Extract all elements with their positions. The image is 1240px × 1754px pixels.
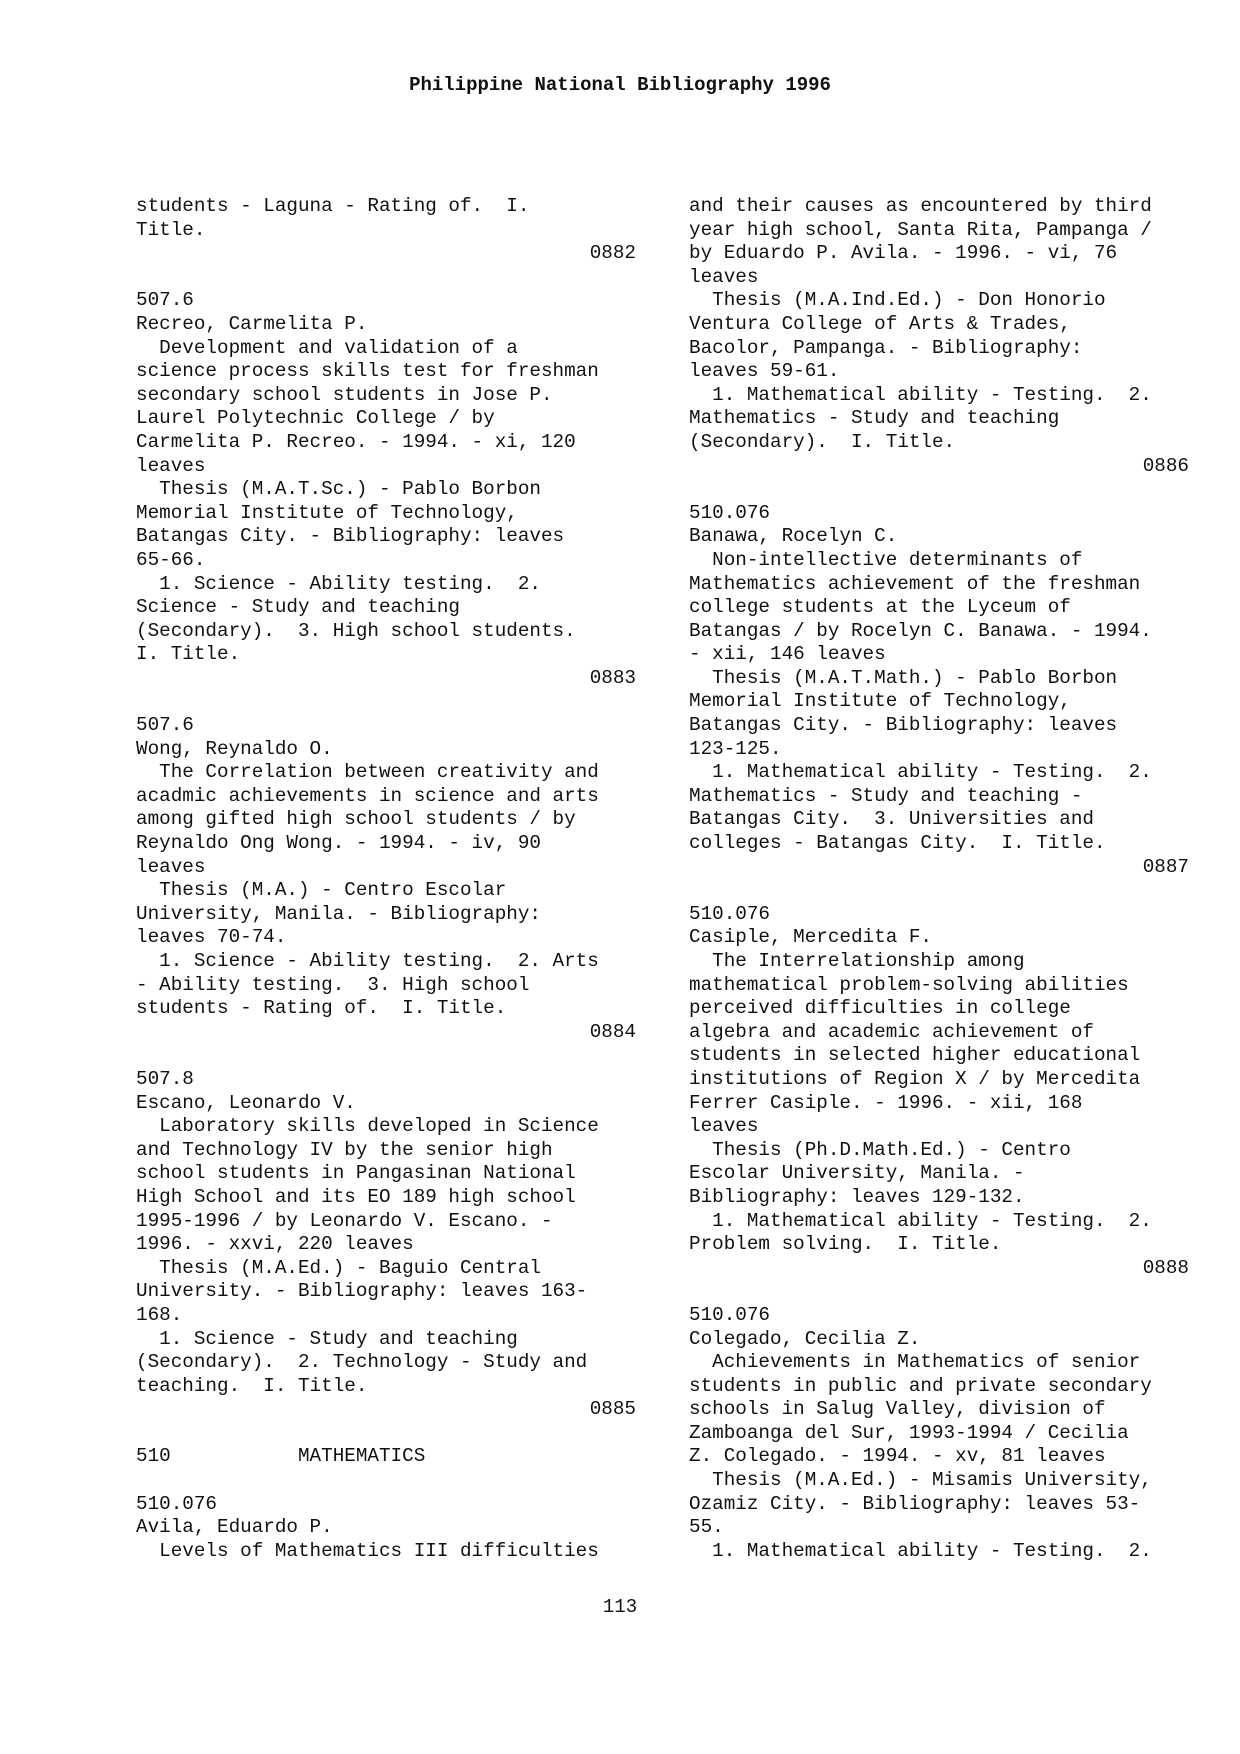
text-line: Z. Colegado. - 1994. - xv, 81 leaves bbox=[689, 1445, 1106, 1468]
entry-number: 0884 bbox=[589, 1020, 636, 1043]
entry-number: 0883 bbox=[589, 666, 636, 689]
text-line: Mathematics - Study and teaching bbox=[689, 407, 1060, 430]
text-line: algebra and academic achievement of bbox=[689, 1020, 1094, 1043]
text-line: leaves 59-61. bbox=[689, 360, 840, 383]
text-line: 123-125. bbox=[689, 737, 782, 760]
text-line: school students in Pangasinan National bbox=[136, 1162, 576, 1185]
entry-number: 0886 bbox=[1142, 454, 1189, 477]
text-line: (Secondary). 3. High school students. bbox=[136, 619, 576, 642]
text-line: Ventura College of Arts & Trades, bbox=[689, 312, 1071, 335]
text-line: Batangas City. 3. Universities and bbox=[689, 808, 1094, 831]
text-line: colleges - Batangas City. I. Title. bbox=[689, 832, 1106, 855]
text-line: Mathematics - Study and teaching - bbox=[689, 784, 1083, 807]
text-line: by Eduardo P. Avila. - 1996. - vi, 76 bbox=[689, 242, 1118, 265]
text-line: 1. Mathematical ability - Testing. 2. bbox=[689, 383, 1152, 406]
text-line: - xii, 146 leaves bbox=[689, 643, 886, 666]
text-line: acadmic achievements in science and arts bbox=[136, 784, 599, 807]
text-line: I. Title. bbox=[136, 643, 241, 666]
text-line: Batangas / by Rocelyn C. Banawa. - 1994. bbox=[689, 619, 1152, 642]
text-line: Non-intellective determinants of bbox=[689, 548, 1083, 571]
page-header: Philippine National Bibliography 1996 bbox=[409, 74, 831, 96]
text-line: High School and its EO 189 high school bbox=[136, 1185, 576, 1208]
text-line: Problem solving. I. Title. bbox=[689, 1233, 1002, 1256]
blank-line bbox=[136, 1422, 636, 1446]
text-line: teaching. I. Title. bbox=[136, 1374, 368, 1397]
entry-number: 0882 bbox=[589, 242, 636, 265]
text-line: University. - Bibliography: leaves 163- bbox=[136, 1280, 588, 1303]
text-line: Ozamiz City. - Bibliography: leaves 53- bbox=[689, 1492, 1141, 1515]
text-line: perceived difficulties in college bbox=[689, 997, 1071, 1020]
text-line: Thesis (Ph.D.Math.Ed.) - Centro bbox=[689, 1138, 1071, 1161]
text-line: Thesis (M.A.Ed.) - Misamis University, bbox=[689, 1469, 1152, 1492]
text-line: 1995-1996 / by Leonardo V. Escano. - bbox=[136, 1209, 553, 1232]
text-line: leaves bbox=[136, 855, 206, 878]
text-line: leaves bbox=[136, 454, 206, 477]
text-line: 510.076 bbox=[136, 1492, 217, 1515]
text-line: The Interrelationship among bbox=[689, 950, 1025, 972]
text-line: 510.076 bbox=[689, 501, 770, 524]
blank-line bbox=[689, 1280, 1189, 1304]
text-line: Mathematics achievement of the freshman bbox=[689, 572, 1141, 595]
right-column bbox=[689, 195, 1189, 1563]
text-line: schools in Salug Valley, division of bbox=[689, 1398, 1106, 1421]
text-line: college students at the Lyceum of bbox=[689, 596, 1071, 619]
left-column bbox=[136, 195, 636, 1563]
text-line: Bibliography: leaves 129-132. bbox=[689, 1185, 1025, 1208]
text-line: 1. Mathematical ability - Testing. 2. bbox=[689, 761, 1152, 784]
text-line: Laboratory skills developed in Science bbox=[136, 1115, 599, 1138]
text-line: students in selected higher educational bbox=[689, 1044, 1141, 1067]
text-line: Wong, Reynaldo O. bbox=[136, 737, 333, 760]
text-line: Title. bbox=[136, 218, 206, 241]
text-line: Escolar University, Manila. - bbox=[689, 1162, 1025, 1185]
text-line: secondary school students in Jose P. bbox=[136, 383, 553, 406]
text-line: Laurel Polytechnic College / by bbox=[136, 407, 495, 430]
text-line: students in public and private secondary bbox=[689, 1374, 1152, 1397]
text-line: University, Manila. - Bibliography: bbox=[136, 902, 541, 925]
text-line: Memorial Institute of Technology, bbox=[136, 501, 518, 524]
text-line: 510 MATHEMATICS bbox=[136, 1445, 426, 1468]
text-line: Batangas City. - Bibliography: leaves bbox=[136, 525, 565, 548]
text-line: Escano, Leonardo V. bbox=[136, 1091, 356, 1114]
text-line: 507.8 bbox=[136, 1067, 194, 1090]
text-line: mathematical problem-solving abilities bbox=[689, 973, 1129, 996]
text-line: 1. Mathematical ability - Testing. 2. bbox=[689, 1209, 1152, 1232]
text-line: leaves bbox=[689, 265, 759, 288]
text-line: Ferrer Casiple. - 1996. - xii, 168 bbox=[689, 1091, 1083, 1114]
text-line: leaves bbox=[689, 1115, 759, 1138]
blank-line bbox=[136, 1469, 636, 1493]
text-line: 507.6 bbox=[136, 714, 194, 737]
text-line: Development and validation of a bbox=[136, 336, 518, 359]
text-line: Thesis (M.A.) - Centro Escolar bbox=[136, 879, 507, 902]
blank-line bbox=[136, 1044, 636, 1068]
text-line: Science - Study and teaching bbox=[136, 596, 460, 619]
blank-line bbox=[689, 478, 1189, 502]
text-line: Levels of Mathematics III difficulties bbox=[136, 1539, 599, 1562]
text-line: 510.076 bbox=[689, 1303, 770, 1326]
text-line: 1996. - xxvi, 220 leaves bbox=[136, 1233, 414, 1256]
text-line: 1. Science - Ability testing. 2. Arts bbox=[136, 950, 599, 972]
text-line: Colegado, Cecilia Z. bbox=[689, 1327, 921, 1350]
page-number: 113 bbox=[602, 1596, 638, 1618]
blank-line bbox=[136, 266, 636, 290]
text-line: Zamboanga del Sur, 1993-1994 / Cecilia bbox=[689, 1421, 1129, 1444]
text-line: Casiple, Mercedita F. bbox=[689, 926, 932, 949]
text-line: students - Laguna - Rating of. I. bbox=[136, 195, 530, 217]
text-line: 168. bbox=[136, 1303, 183, 1326]
text-line: and their causes as encountered by third bbox=[689, 195, 1152, 217]
text-line: Achievements in Mathematics of senior bbox=[689, 1351, 1141, 1374]
text-line: Batangas City. - Bibliography: leaves bbox=[689, 714, 1118, 737]
text-line: Memorial Institute of Technology, bbox=[689, 690, 1071, 713]
text-line: leaves 70-74. bbox=[136, 926, 287, 949]
text-line: (Secondary). 2. Technology - Study and bbox=[136, 1351, 588, 1374]
text-line: Carmelita P. Recreo. - 1994. - xi, 120 bbox=[136, 430, 576, 453]
text-line: 507.6 bbox=[136, 289, 194, 312]
text-line: institutions of Region X / by Mercedita bbox=[689, 1067, 1141, 1090]
text-line: Bacolor, Pampanga. - Bibliography: bbox=[689, 336, 1083, 359]
text-line: 55. bbox=[689, 1516, 724, 1539]
text-line: 510.076 bbox=[689, 902, 770, 925]
text-line: 65-66. bbox=[136, 548, 206, 571]
text-line: Recreo, Carmelita P. bbox=[136, 312, 368, 335]
text-line: Thesis (M.A.Ed.) - Baguio Central bbox=[136, 1256, 541, 1279]
text-line: among gifted high school students / by bbox=[136, 808, 576, 831]
text-line: - Ability testing. 3. High school bbox=[136, 973, 530, 996]
text-line: 1. Mathematical ability - Testing. 2. bbox=[689, 1539, 1152, 1562]
text-line: science process skills test for freshman bbox=[136, 360, 599, 383]
text-line: students - Rating of. I. Title. bbox=[136, 997, 507, 1020]
text-line: Thesis (M.A.Ind.Ed.) - Don Honorio bbox=[689, 289, 1106, 312]
text-line: Banawa, Rocelyn C. bbox=[689, 525, 898, 548]
entry-number: 0885 bbox=[589, 1398, 636, 1421]
entry-number: 0887 bbox=[1142, 855, 1189, 878]
text-line: Thesis (M.A.T.Sc.) - Pablo Borbon bbox=[136, 478, 541, 501]
text-line: 1. Science - Ability testing. 2. bbox=[136, 572, 541, 595]
text-line: The Correlation between creativity and bbox=[136, 761, 599, 784]
text-line: Reynaldo Ong Wong. - 1994. - iv, 90 bbox=[136, 832, 541, 855]
text-line: 1. Science - Study and teaching bbox=[136, 1327, 518, 1350]
blank-line bbox=[689, 879, 1189, 903]
entry-number: 0888 bbox=[1142, 1256, 1189, 1279]
text-line: (Secondary). I. Title. bbox=[689, 430, 956, 453]
blank-line bbox=[136, 690, 636, 714]
text-line: year high school, Santa Rita, Pampanga / bbox=[689, 218, 1152, 241]
text-line: and Technology IV by the senior high bbox=[136, 1138, 553, 1161]
text-line: Thesis (M.A.T.Math.) - Pablo Borbon bbox=[689, 666, 1118, 689]
text-line: Avila, Eduardo P. bbox=[136, 1516, 333, 1539]
